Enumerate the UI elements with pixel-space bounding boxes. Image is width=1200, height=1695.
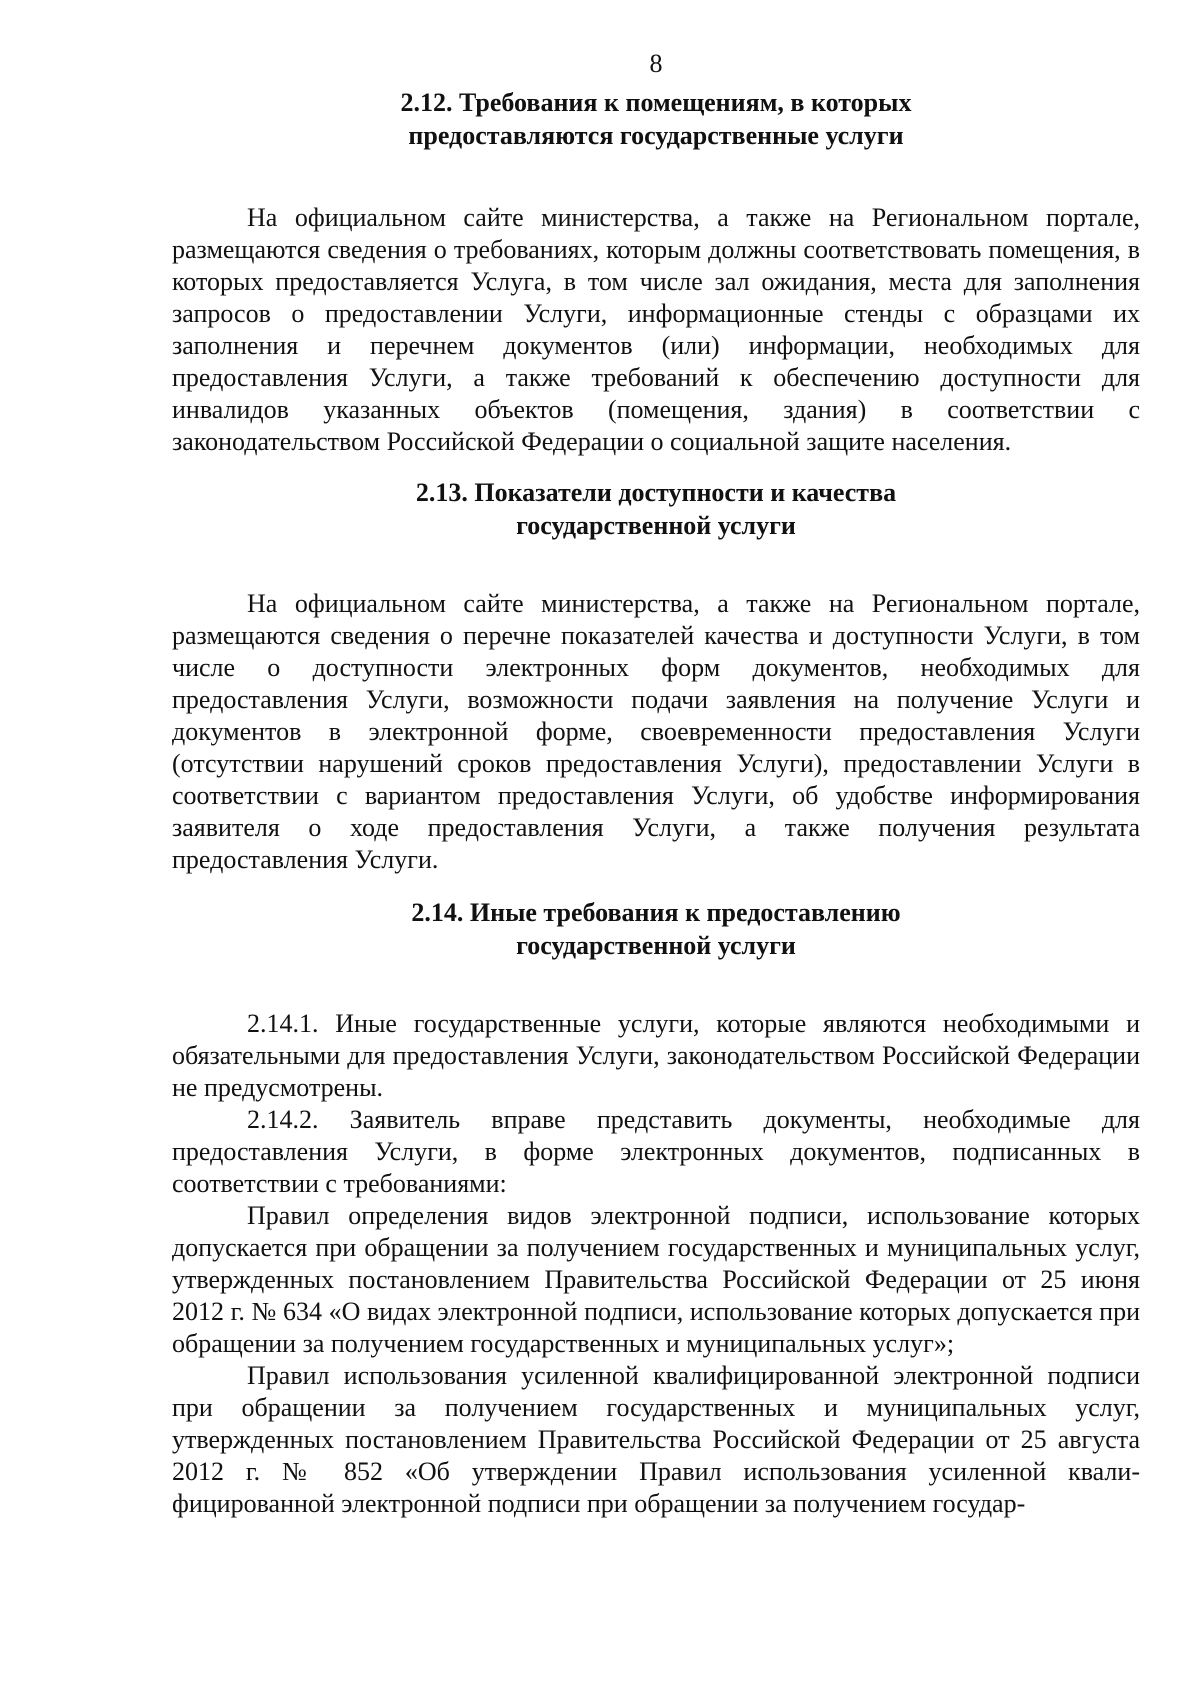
paragraph: На официальном сайте министерства, а также на Региональном портале, размещаются сведения о требованиях, которым должны соответствовать помещения, в которых предоставляется Услуга, в том числе зал ожидания, места для заполнения запросов о предоставлении Услуги, информационные стенды с образцами их заполнения и перечнем документов (или) информации, необходимых для предоставления Услуги, а также требований к обеспечению доступности для инвалидов указанных объектов (помещения, здания) в соответствии с законодательством Российской Федерации о социальной защите населения.: [172, 203, 1140, 456]
section-body-2-13: [172, 588, 1140, 876]
paragraph: Правил определения видов электронной подписи, использование которых допускается при обращении за получением государственных и муниципальных услуг, утвержденных постановлением Правительства Российской Федерации от 25 июня 2012 г. № 634 «О видах электронной подписи, использование которых допускается при обращении за получением государственных и муниципальных услуг»;: [172, 1201, 1140, 1358]
section-heading-line: государственной услуги: [516, 511, 796, 540]
paragraph: На официальном сайте министерства, а также на Региональном портале, размещаются сведения о перечне показателей качества и доступности Услуги, в том числе о доступности электронных форм документов, необходимых для предоставления Услуги, возможности подачи заявления на получение Услуги и документов в электронной форме, своевременности предоставления Услуги (отсутствии нарушений сроков предоставления Услуги), предоставлении Услуги в соответствии с вариантом предоставления Услуги, об удобстве информирования заявителя о ходе предоставления Услуги, а также получения результата предоставления Услуги.: [172, 589, 1140, 874]
section-heading-line: предоставляются государственные услуги: [408, 121, 904, 150]
section-heading-line: 2.12. Требования к помещениям, в которых: [400, 88, 912, 117]
page-number: 8: [649, 49, 663, 78]
section-heading-line: 2.14. Иные требования к предоставлению: [411, 898, 901, 927]
section-body-2-14: [172, 1008, 1140, 1520]
paragraph: 2.14.2. Заявитель вправе представить документы, необходимые для предоставления Услуги, в форме электронных документов, подписанных в соответствии с требованиями:: [172, 1105, 1140, 1198]
section-heading-2-13: [172, 476, 1140, 542]
section-heading-2-12: [172, 86, 1140, 152]
section-heading-line: государственной услуги: [516, 931, 796, 960]
paragraph: Правил использования усиленной квалифицированной электронной подписи при обращении за получением государственных и муниципальных услуг, утвержденных постановлением Правительства Российской Федерации от 25 августа 2012 г. № 852 «Об утверждении Правил использования усиленной квалифицированной электронной подписи при обращении за получением государ-: [172, 1361, 1140, 1518]
section-heading-2-14: [172, 896, 1140, 962]
paragraph: 2.14.1. Иные государственные услуги, которые являются необходимыми и обязательными для предоставления Услуги, законодательством Российской Федерации не предусмотрены.: [172, 1009, 1140, 1102]
section-heading-line: 2.13. Показатели доступности и качества: [415, 478, 897, 507]
document-page: [172, 48, 1140, 1520]
section-body-2-12: [172, 202, 1140, 458]
